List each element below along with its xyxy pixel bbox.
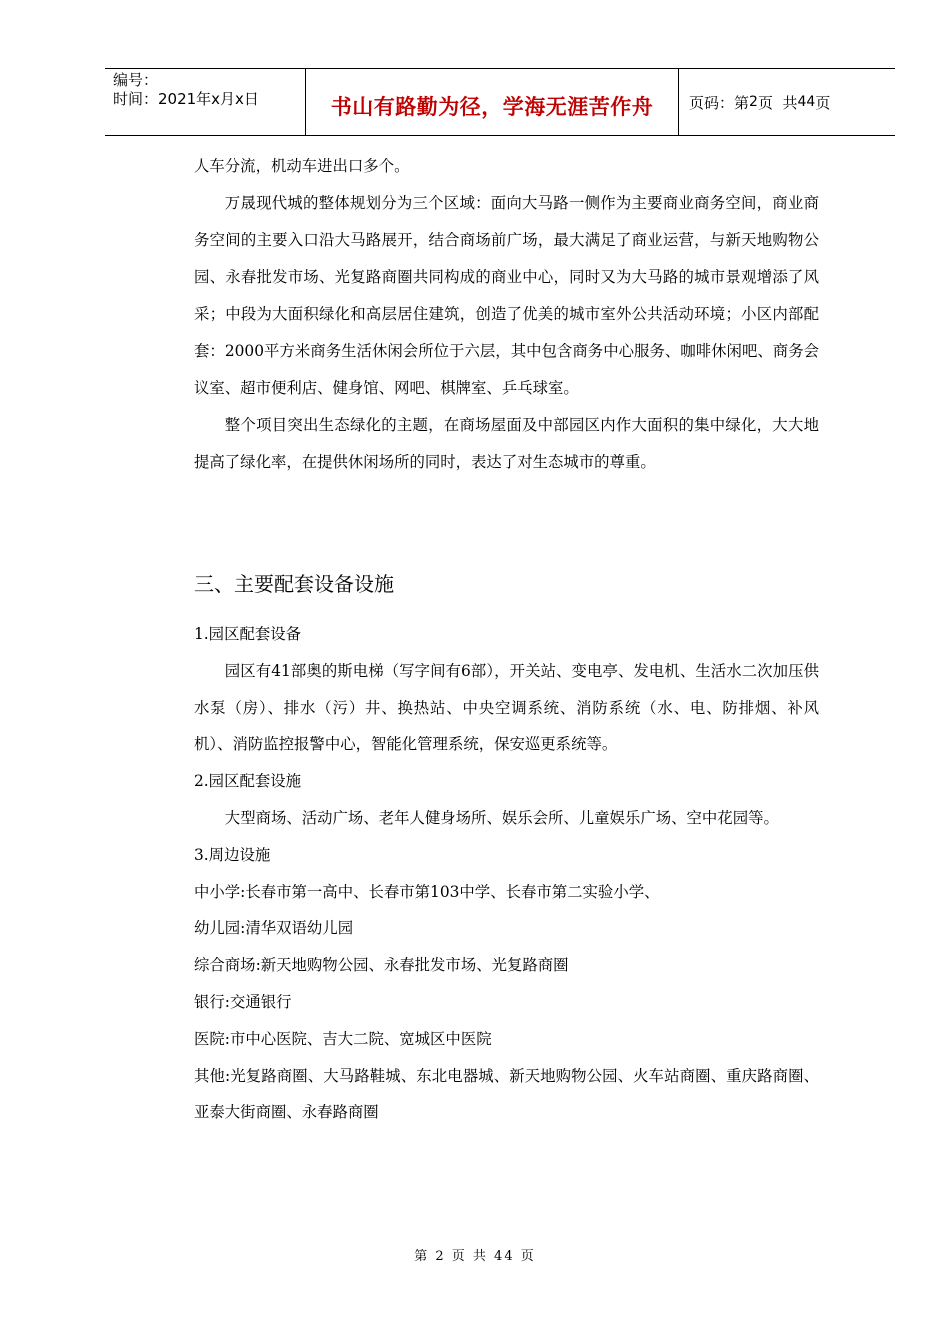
facilities-content [194, 616, 819, 1131]
facility-other: 其他:光复路商圈、大马路鞋城、东北电器城、新天地购物公园、火车站商圈、重庆路商圈、亚泰大街商圈、永春路商圈 [194, 1066, 819, 1122]
intro-content [194, 148, 819, 481]
item1-title: 1.园区配套设备 [194, 625, 302, 643]
page-number: 2 [749, 94, 758, 110]
header-motto: 书山有路勤为径，学海无涯苦作舟 [330, 95, 654, 119]
page-total: 44 [797, 94, 816, 110]
item2-text: 大型商场、活动广场、老年人健身场所、娱乐会所、儿童娱乐广场、空中花园等。 [224, 808, 779, 827]
header-page-info [679, 69, 895, 135]
paragraph-greening: 整个项目突出生态绿化的主题，在商场屋面及中部园区内作大面积的集中绿化，大大地提高了绿化率，在提供休闲场所的同时，表达了对生态城市的尊重。 [194, 416, 819, 471]
facility-hospital: 医院:市中心医院、吉大二院、宽城区中医院 [194, 1029, 492, 1048]
page-header [105, 68, 895, 136]
page-footer: 第 2 页 共 44 页 [414, 1249, 536, 1264]
header-motto-cell [306, 69, 679, 135]
page-mid-label: 页 共 [757, 93, 798, 112]
facility-school: 中小学:长春市第一高中、长春市第103中学、长春市第二实验小学、 [194, 882, 660, 901]
section-title: 三、主要配套设备设施 [194, 572, 394, 596]
document-time: 时间：2021年x月x日 [113, 90, 259, 108]
page-end-label: 页 [815, 93, 831, 112]
page-label: 页码：第 [689, 93, 750, 112]
header-meta [105, 69, 306, 135]
facility-bank: 银行:交通银行 [194, 992, 292, 1011]
document-number-label: 编号： [113, 71, 159, 89]
paragraph-continuation: 人车分流，机动车进出口多个。 [194, 157, 410, 175]
item1-text: 园区有41部奥的斯电梯（写字间有6部），开关站、变电亭、发电机、生活水二次加压供水泵（房）、排水（污）井、换热站、中央空调系统、消防系统（水、电、防排烟、补风机）、消防监控报警中心，智能化管理系统，保安巡更系统等。 [194, 661, 819, 754]
item3-title: 3.周边设施 [194, 845, 271, 864]
item2-title: 2.园区配套设施 [194, 772, 302, 791]
facility-kindergarten: 幼儿园:清华双语幼儿园 [194, 919, 354, 938]
facility-mall: 综合商场:新天地购物公园、永春批发市场、光复路商圈 [194, 956, 569, 975]
paragraph-planning: 万晟现代城的整体规划分为三个区域：面向大马路一侧作为主要商业商务空间，商业商务空间的主要入口沿大马路展开，结合商场前广场，最大满足了商业运营，与新天地购物公园、永春批发市场、光复路商圈共同构成的商业中心，同时又为大马路的城市景观增添了风采；中段为大面积绿化和高层居住建筑，创造了优美的城市室外公共活动环境；小区内部配套：2000平方米商务生活休闲会所位于六层，其中包含商务中心服务、咖啡休闲吧、商务会议室、超市便利店、健身馆、网吧、棋牌室、乒乓球室。 [194, 194, 819, 397]
